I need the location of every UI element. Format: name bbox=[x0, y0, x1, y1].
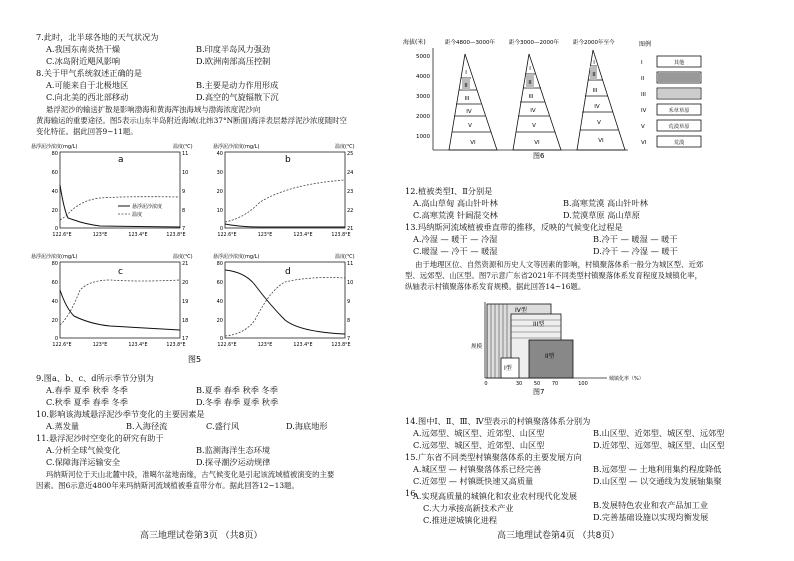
q7-option-b: B.印度半岛风力强劲 bbox=[196, 44, 271, 54]
q11-option-b: B.监测海洋生态环境 bbox=[196, 445, 271, 455]
chart-c bbox=[31, 253, 193, 348]
svg-text:1000: 1000 bbox=[416, 134, 430, 140]
svg-text:其他: 其他 bbox=[673, 60, 685, 66]
svg-text:禾草草原: 禾草草原 bbox=[668, 108, 690, 114]
svg-text:80: 80 bbox=[216, 261, 223, 267]
svg-text:123°E: 123°E bbox=[257, 233, 273, 238]
fig6-y-title: 海拔(米) bbox=[403, 39, 426, 46]
chart-a bbox=[31, 143, 193, 238]
svg-text:图例: 图例 bbox=[639, 41, 652, 48]
svg-text:70: 70 bbox=[551, 381, 559, 387]
svg-text:II: II bbox=[592, 72, 596, 78]
svg-text:30: 30 bbox=[515, 381, 523, 387]
fig6-mountain-2 bbox=[513, 54, 561, 150]
q7-option-a: A.我国东南炎热干燥 bbox=[46, 44, 121, 54]
intro3-line-2: 型、远郊型、山区型。图7示意广东省2021年不同类型村镇聚落体系发育程度及城镇化率， bbox=[405, 271, 702, 280]
svg-text:VI: VI bbox=[470, 140, 476, 146]
svg-text:40: 40 bbox=[216, 299, 223, 305]
q8-option-b: B.主要是动力作用形成 bbox=[196, 80, 279, 90]
svg-text:III: III bbox=[592, 88, 598, 94]
intro-line-2: 黄海输运的重要途径。图5表示山东半岛附近海域(北纬37°N断面)海洋表层悬浮泥沙浓度随时空 bbox=[36, 116, 347, 125]
svg-text:8: 8 bbox=[347, 318, 351, 324]
svg-text:21: 21 bbox=[182, 261, 189, 267]
q14-option-c: C.远郊型、城区型、近郊型、山区型 bbox=[413, 440, 545, 450]
svg-text:24: 24 bbox=[347, 170, 354, 176]
q16-stem: 16. bbox=[405, 488, 419, 498]
chart-d bbox=[213, 253, 355, 348]
svg-text:VI: VI bbox=[641, 140, 647, 146]
q12-option-d: D.荒漠草原 高山草原 bbox=[563, 210, 640, 220]
q14-option-b: B.山区型、近郊型、城区型、远郊型 bbox=[593, 428, 725, 438]
svg-text:0: 0 bbox=[54, 336, 58, 342]
svg-text:123°E: 123°E bbox=[257, 343, 273, 348]
svg-text:温度(℃): 温度(℃) bbox=[335, 254, 355, 260]
fig7-block-4: IV型 bbox=[515, 307, 527, 314]
q11-option-c: C.保障海洋运输安全 bbox=[46, 457, 121, 467]
intro2-line-2: 因素。图6示意近4800年来玛纳斯河流域植被垂直带分布。据此回答12~13题。 bbox=[36, 481, 299, 490]
q9-stem: 9.图a、b、c、d所示季节分别为 bbox=[36, 373, 154, 383]
svg-text:20: 20 bbox=[216, 189, 223, 195]
svg-text:21: 21 bbox=[347, 226, 354, 232]
svg-text:22: 22 bbox=[347, 208, 354, 214]
svg-text:40: 40 bbox=[216, 151, 223, 157]
svg-text:I: I bbox=[465, 70, 467, 76]
fig6-mountain-3 bbox=[577, 50, 625, 150]
q8-stem: 8.关于甲气系统叙述正确的是 bbox=[36, 68, 143, 78]
q15-option-b: B.远郊型 — 土地利用集约程度降低 bbox=[593, 464, 722, 474]
q16-option-d: D.完善基础设施以实现均衡发展 bbox=[593, 512, 709, 522]
legend-sediment: 悬浮泥沙浓度 bbox=[132, 204, 163, 210]
svg-text:III: III bbox=[528, 94, 534, 100]
svg-text:VI: VI bbox=[598, 138, 604, 144]
svg-text:20: 20 bbox=[51, 318, 58, 324]
intro-line-1: 悬浮泥沙的输送扩散是影响渤海和黄海浑浊海域与渤海浓度泥沙向 bbox=[46, 105, 261, 114]
fig7-caption: 图7 bbox=[533, 388, 545, 396]
chart-b bbox=[213, 143, 355, 238]
q12-stem: 12.植被类型Ⅰ、Ⅱ分别是 bbox=[405, 186, 493, 196]
q10-stem: 10.影响该海域悬浮泥沙季节变化的主要因素是 bbox=[36, 409, 205, 419]
svg-text:50: 50 bbox=[533, 381, 541, 387]
q16-extra: C.推进逆城镇化进程 bbox=[423, 515, 498, 525]
svg-text:122.6°E: 122.6°E bbox=[52, 233, 72, 238]
q8-option-a: A.可能来自于北极地区 bbox=[46, 80, 129, 90]
svg-text:IV: IV bbox=[641, 108, 647, 114]
q13-option-b: B.冷干 — 暖湿 — 暖干 bbox=[593, 234, 678, 244]
q11-stem: 11.悬浮泥沙时空变化的研究有助于 bbox=[36, 433, 164, 443]
fig6-period-2: 距今3000—2000年 bbox=[509, 40, 559, 46]
q10-option-c: C.盛行风 bbox=[206, 421, 240, 431]
svg-text:V: V bbox=[532, 123, 536, 129]
svg-text:I: I bbox=[641, 60, 643, 66]
svg-text:0: 0 bbox=[219, 226, 223, 232]
chart-d-label: d bbox=[285, 267, 291, 277]
svg-text:7: 7 bbox=[347, 336, 351, 342]
fig7-block-1: I型 bbox=[504, 365, 512, 372]
q7-option-c: C.冰岛附近飓风影响 bbox=[46, 56, 121, 66]
svg-text:25: 25 bbox=[347, 151, 354, 157]
q11-option-a: A.分析全球气候变化 bbox=[46, 445, 121, 455]
svg-text:11: 11 bbox=[347, 261, 354, 267]
q15-option-c: C.近郊型 — 村镇既快速又高质量 bbox=[413, 476, 534, 486]
svg-text:V: V bbox=[468, 123, 472, 129]
legend-temp: 温度 bbox=[132, 212, 143, 218]
svg-text:7: 7 bbox=[182, 226, 186, 232]
svg-text:17: 17 bbox=[182, 336, 189, 342]
fig6-caption: 图6 bbox=[533, 152, 545, 160]
svg-text:2000: 2000 bbox=[416, 114, 430, 120]
chart-a-ylabel-right: 温度(℃) bbox=[173, 144, 193, 150]
fig7-block-3: III型 bbox=[533, 321, 545, 328]
q15-stem: 15.广东省不同类型村镇聚落体系的主要发展方向 bbox=[405, 452, 582, 462]
q14-stem: 14.图中Ⅰ、Ⅱ、Ⅲ、Ⅳ型表示的村镇聚落体系分别为 bbox=[405, 416, 591, 426]
fig6-period-3: 距今2000年至今 bbox=[573, 40, 615, 46]
svg-text:20: 20 bbox=[216, 318, 223, 324]
page-footer-4: 高三地理试卷第4页 （共8页） bbox=[497, 531, 620, 541]
q16-option-c: C.大力承接高新技术产业 bbox=[423, 503, 514, 513]
svg-text:I: I bbox=[529, 66, 531, 72]
svg-text:10: 10 bbox=[216, 208, 223, 214]
svg-text:3000: 3000 bbox=[416, 94, 430, 100]
svg-text:悬浮泥沙浓度(mg/L): 悬浮泥沙浓度(mg/L) bbox=[31, 254, 78, 260]
chart-a-label: a bbox=[118, 155, 124, 165]
svg-text:10: 10 bbox=[182, 170, 189, 176]
svg-text:30: 30 bbox=[216, 170, 223, 176]
svg-text:10: 10 bbox=[347, 280, 354, 286]
q8-option-d: D.高空的气旋辐散下沉 bbox=[196, 92, 279, 102]
intro-line-3: 变化特征。据此回答9~11题。 bbox=[36, 127, 138, 136]
svg-text:122.6°E: 122.6°E bbox=[217, 233, 237, 238]
svg-text:18: 18 bbox=[182, 318, 189, 324]
page-4 bbox=[397, 0, 794, 561]
fig7-x-label: 城镇化率（%） bbox=[609, 376, 644, 382]
svg-text:II: II bbox=[641, 76, 645, 82]
figure-7 bbox=[467, 296, 677, 396]
q13-option-d: D.冷干 — 冷湿 — 暖干 bbox=[593, 246, 678, 256]
svg-text:VI: VI bbox=[534, 140, 540, 146]
q9-option-b: B.夏季 春季 秋季 冬季 bbox=[196, 385, 278, 395]
q7-option-d: D.欧洲南部高压控制 bbox=[196, 56, 271, 66]
svg-text:II: II bbox=[464, 83, 468, 89]
chart-a-ylabel-left: 悬浮泥沙浓度(mg/L) bbox=[31, 144, 78, 150]
q12-option-a: A.高山草甸 高山针叶林 bbox=[413, 198, 498, 208]
svg-text:III: III bbox=[641, 92, 646, 98]
svg-text:悬浮泥沙浓度(mg/L): 悬浮泥沙浓度(mg/L) bbox=[213, 254, 260, 260]
svg-text:IV: IV bbox=[594, 104, 600, 110]
svg-text:温度(℃): 温度(℃) bbox=[173, 254, 193, 260]
svg-text:11: 11 bbox=[182, 151, 189, 157]
q13-option-c: C.暖湿 — 冷干 — 暖湿 bbox=[413, 246, 498, 256]
svg-text:19: 19 bbox=[182, 299, 189, 305]
svg-text:80: 80 bbox=[51, 261, 58, 267]
q7-stem: 7.此时，北半球各地的天气状况为 bbox=[36, 32, 159, 42]
svg-text:122.6°E: 122.6°E bbox=[217, 343, 237, 348]
svg-text:123.4°E: 123.4°E bbox=[128, 233, 148, 238]
svg-text:123.4°E: 123.4°E bbox=[293, 343, 313, 348]
svg-text:40: 40 bbox=[51, 189, 58, 195]
svg-text:9: 9 bbox=[182, 189, 186, 195]
intro3-line-3: 纵轴表示村镇聚落体系发育规模。据此回答14~16题。 bbox=[405, 282, 586, 291]
svg-text:123.8°E: 123.8°E bbox=[166, 343, 186, 348]
svg-text:60: 60 bbox=[216, 280, 223, 286]
fig6-legend bbox=[639, 40, 701, 147]
svg-text:4000: 4000 bbox=[416, 74, 430, 80]
figure-5 bbox=[30, 140, 360, 365]
svg-text:III: III bbox=[464, 96, 470, 102]
svg-text:V: V bbox=[597, 120, 601, 126]
svg-text:9: 9 bbox=[347, 299, 351, 305]
intro2-line-1: 玛纳斯河位于天山北麓中段，准噶尔盆地南缘，古气候变化是引起该流域植被演变的主要 bbox=[46, 470, 335, 479]
svg-text:0: 0 bbox=[484, 381, 488, 387]
fig6-mountain-1 bbox=[449, 54, 497, 150]
svg-text:荒漠草原: 荒漠草原 bbox=[668, 124, 690, 130]
intro3-line-1: 由于地理区位、自然资源和历史人文等因素的影响，村镇聚落体系一般分为城区型、近郊 bbox=[415, 260, 704, 269]
svg-text:23: 23 bbox=[347, 189, 354, 195]
q16-option-b: B.发展特色农业和农产品加工业 bbox=[593, 500, 709, 510]
q9-option-c: C.秋季 夏季 春季 冬季 bbox=[46, 397, 128, 407]
q16-option-a: A.实现高质量的城镇化和农业农村现代化发展 bbox=[413, 491, 578, 501]
svg-text:123.8°E: 123.8°E bbox=[166, 233, 186, 238]
svg-text:0: 0 bbox=[54, 226, 58, 232]
svg-text:123.8°E: 123.8°E bbox=[331, 233, 351, 238]
svg-text:II: II bbox=[528, 80, 532, 86]
q11-option-d: D.探寻潮汐运动规律 bbox=[196, 457, 271, 467]
q12-option-b: B.高寒荒漠 高山针叶林 bbox=[563, 198, 648, 208]
q8-option-c: C.向北美的西北部移动 bbox=[46, 92, 129, 102]
svg-text:荒漠: 荒漠 bbox=[673, 140, 685, 146]
q14-option-d: D.近郊型、远郊型、城区型、山区型 bbox=[593, 440, 725, 450]
q12-option-c: C.高寒荒漠 针阔混交林 bbox=[413, 210, 498, 220]
fig7-block-2: II型 bbox=[545, 353, 555, 360]
svg-text:123.4°E: 123.4°E bbox=[293, 233, 313, 238]
svg-text:123°E: 123°E bbox=[92, 343, 108, 348]
q10-option-d: D.海底地形 bbox=[286, 421, 328, 431]
svg-text:100: 100 bbox=[578, 381, 588, 387]
fig6-period-1: 距今4800—3000年 bbox=[445, 40, 495, 46]
svg-text:60: 60 bbox=[51, 170, 58, 176]
q14-option-a: A.远郊型、城区型、近郊型、山区型 bbox=[413, 428, 545, 438]
figure-6 bbox=[403, 34, 733, 160]
svg-text:60: 60 bbox=[51, 280, 58, 286]
svg-text:0: 0 bbox=[219, 336, 223, 342]
q13-option-a: A.冷湿 — 暖干 — 冷湿 bbox=[413, 234, 498, 244]
svg-text:悬浮泥沙浓度(mg/L): 悬浮泥沙浓度(mg/L) bbox=[213, 144, 260, 150]
svg-text:80: 80 bbox=[51, 151, 58, 157]
svg-text:8: 8 bbox=[182, 208, 186, 214]
svg-text:20: 20 bbox=[51, 208, 58, 214]
q10-option-b: B.入海径流 bbox=[126, 421, 168, 431]
svg-text:123.8°E: 123.8°E bbox=[331, 343, 351, 348]
q9-option-d: D.冬季 春季 夏季 秋季 bbox=[196, 397, 279, 407]
q15-option-d: D.山区型 — 以交通线为发展轴集聚 bbox=[593, 476, 722, 486]
q15-option-a: A.城区型 — 村镇聚落体系已经完善 bbox=[413, 464, 542, 474]
svg-text:5000: 5000 bbox=[416, 54, 430, 60]
chart-b-label: b bbox=[285, 155, 291, 165]
q13-stem: 13.玛纳斯河流域植被垂直带的推移，反映的气候变化过程是 bbox=[405, 222, 623, 232]
svg-text:123°E: 123°E bbox=[92, 233, 108, 238]
svg-text:温度(℃): 温度(℃) bbox=[335, 144, 355, 150]
chart-c-label: c bbox=[118, 267, 123, 277]
svg-text:123.4°E: 123.4°E bbox=[128, 343, 148, 348]
figure-5-caption: 图5 bbox=[188, 355, 202, 364]
q10-option-a: A.蒸发量 bbox=[46, 421, 80, 431]
svg-text:I: I bbox=[593, 60, 595, 66]
svg-text:122.6°E: 122.6°E bbox=[52, 343, 72, 348]
fig7-y-label: 规模 bbox=[471, 344, 483, 350]
svg-text:IV: IV bbox=[530, 108, 536, 114]
svg-text:20: 20 bbox=[182, 280, 189, 286]
q9-option-a: A.春季 夏季 秋季 冬季 bbox=[46, 385, 128, 395]
page-footer-3: 高三地理试卷第3页 （共8页） bbox=[140, 531, 263, 541]
svg-text:V: V bbox=[641, 124, 645, 130]
svg-text:IV: IV bbox=[466, 109, 472, 115]
svg-text:40: 40 bbox=[51, 299, 58, 305]
